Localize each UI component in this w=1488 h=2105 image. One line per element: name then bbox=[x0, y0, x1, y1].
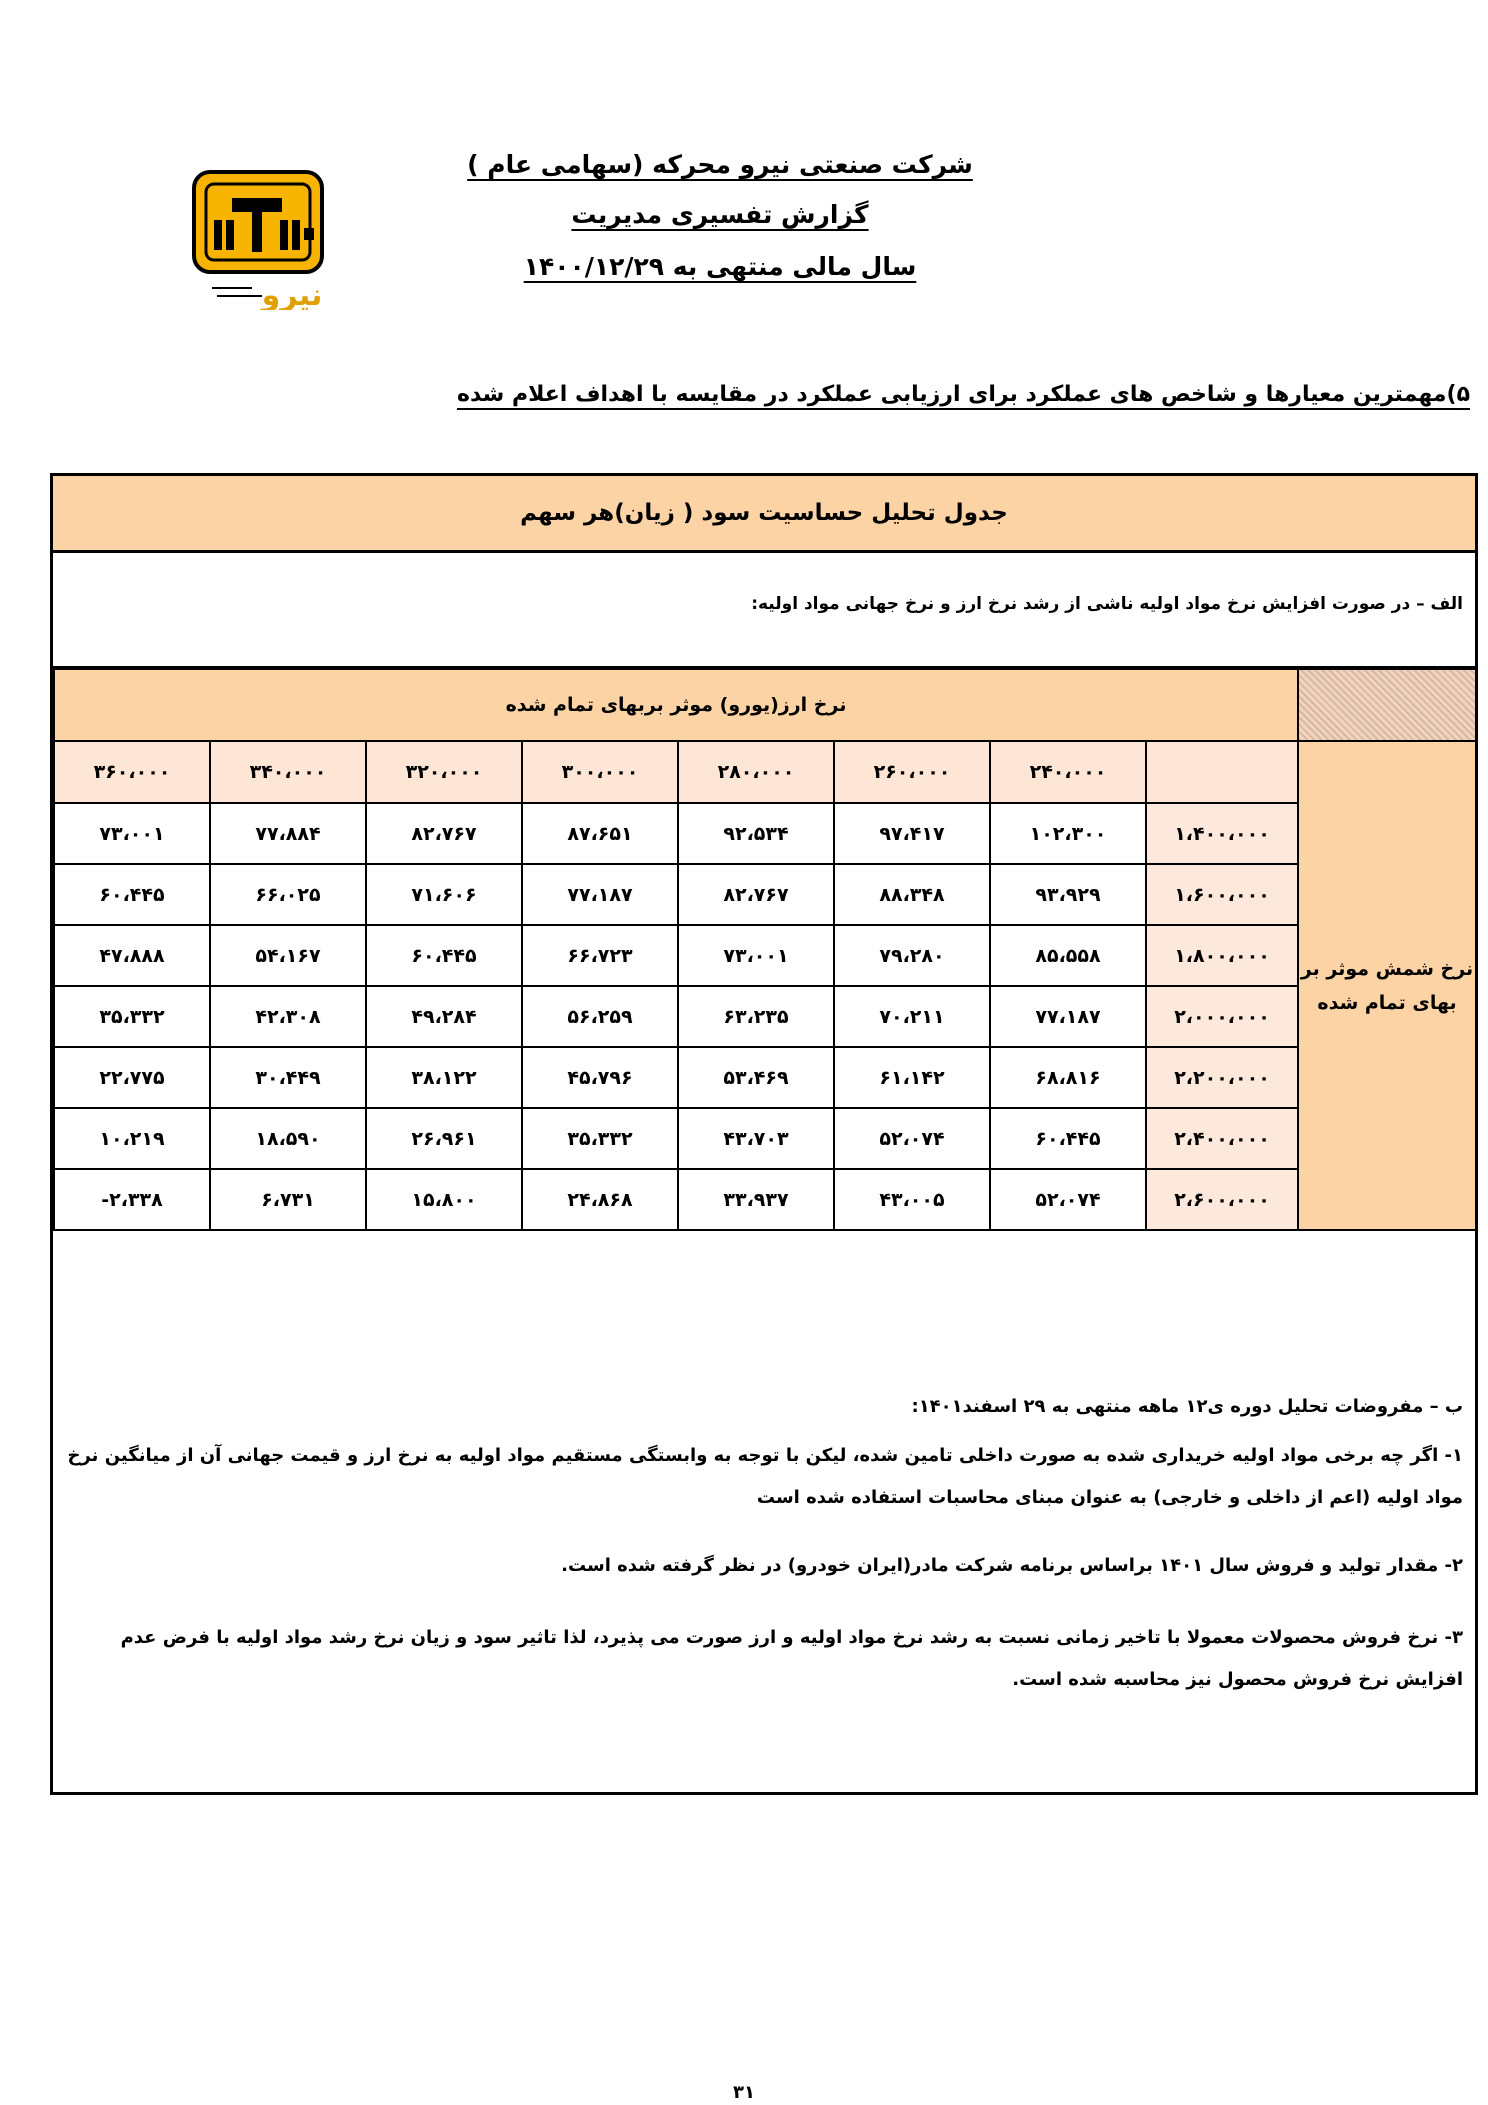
table-row bbox=[54, 1108, 1476, 1169]
table-title: جدول تحلیل حساسیت سود ( زیان)هر سهم bbox=[53, 476, 1475, 553]
corner-cell bbox=[1298, 669, 1476, 741]
table-cell: ۷۰،۲۱۱ bbox=[834, 986, 990, 1047]
table-cell: ۹۷،۴۱۷ bbox=[834, 803, 990, 864]
sensitivity-frame bbox=[50, 473, 1478, 1795]
table-cell: ۴۹،۲۸۴ bbox=[366, 986, 522, 1047]
empty-header-cell bbox=[1146, 741, 1298, 803]
row-group-label: نرخ شمش موثر بر بهای تمام شده bbox=[1298, 741, 1476, 1230]
table-cell: ۷۷،۱۸۷ bbox=[990, 986, 1146, 1047]
table-cell: ۶۰،۴۴۵ bbox=[366, 925, 522, 986]
row-label: ۲،۲۰۰،۰۰۰ bbox=[1146, 1047, 1298, 1108]
table-cell: ۴۷،۸۸۸ bbox=[54, 925, 210, 986]
table-cell: ۵۳،۴۶۹ bbox=[678, 1047, 834, 1108]
col-header: ۲۴۰،۰۰۰ bbox=[990, 741, 1146, 803]
table-cell: ۵۴،۱۶۷ bbox=[210, 925, 366, 986]
table-row bbox=[54, 986, 1476, 1047]
row-label: ۱،۸۰۰،۰۰۰ bbox=[1146, 925, 1298, 986]
table-cell: ۶۳،۲۳۵ bbox=[678, 986, 834, 1047]
table-row bbox=[54, 803, 1476, 864]
col-header: ۲۸۰،۰۰۰ bbox=[678, 741, 834, 803]
row-label: ۲،۶۰۰،۰۰۰ bbox=[1146, 1169, 1298, 1230]
col-header: ۳۰۰،۰۰۰ bbox=[522, 741, 678, 803]
table-cell: ۷۳،۰۰۱ bbox=[54, 803, 210, 864]
notes-heading: ب – مفروضات تحلیل دوره ی۱۲ ماهه منتهی به ۲۹ اسفند۱۴۰۱: bbox=[911, 1396, 1463, 1417]
note-item: ۳- نرخ فروش محصولات معمولا با تاخیر زمانی نسبت به رشد نرخ مواد اولیه و ارز صورت می پذیرد، لذا تاثیر سود و زیان نرخ رشد مواد اولیه با فرض عدم افزایش نرخ فروش محصول نیز محاسبه شده است. bbox=[120, 1627, 1463, 1690]
intro-text: الف – در صورت افزایش نرخ مواد اولیه ناشی از رشد نرخ ارز و نرخ جهانی مواد اولیه: bbox=[751, 594, 1463, 614]
table-cell: ۴۲،۳۰۸ bbox=[210, 986, 366, 1047]
table-cell: ۷۹،۲۸۰ bbox=[834, 925, 990, 986]
table-cell: ۲۴،۸۶۸ bbox=[522, 1169, 678, 1230]
col-header: ۳۶۰،۰۰۰ bbox=[54, 741, 210, 803]
table-cell: ۶،۷۳۱ bbox=[210, 1169, 366, 1230]
table-cell: ۵۶،۲۵۹ bbox=[522, 986, 678, 1047]
table-cell: ۷۷،۸۸۴ bbox=[210, 803, 366, 864]
logo-text: نیرو bbox=[261, 278, 323, 310]
fiscal-period: سال مالی منتهی به ۱۴۰۰/۱۲/۲۹ bbox=[523, 252, 917, 281]
table-cell: ۶۱،۱۴۲ bbox=[834, 1047, 990, 1108]
table-row bbox=[54, 1047, 1476, 1108]
col-header: ۲۶۰،۰۰۰ bbox=[834, 741, 990, 803]
col-header: ۳۲۰،۰۰۰ bbox=[366, 741, 522, 803]
table-cell: ۸۲،۷۶۷ bbox=[366, 803, 522, 864]
table-cell: ۶۰،۴۴۵ bbox=[990, 1108, 1146, 1169]
table-cell: ۶۸،۸۱۶ bbox=[990, 1047, 1146, 1108]
table-cell: ۸۷،۶۵۱ bbox=[522, 803, 678, 864]
table-cell: ۴۳،۷۰۳ bbox=[678, 1108, 834, 1169]
table-cell: ۶۶،۰۲۵ bbox=[210, 864, 366, 925]
col-header: ۳۴۰،۰۰۰ bbox=[210, 741, 366, 803]
sensitivity-table bbox=[53, 668, 1477, 1231]
row-label: ۱،۶۰۰،۰۰۰ bbox=[1146, 864, 1298, 925]
note-item: ۲- مقدار تولید و فروش سال ۱۴۰۱ براساس برنامه شرکت مادر(ایران خودرو) در نظر گرفته شده است. bbox=[561, 1555, 1463, 1576]
table-row bbox=[54, 864, 1476, 925]
table-cell: ۲۲،۷۷۵ bbox=[54, 1047, 210, 1108]
company-logo bbox=[192, 170, 327, 310]
table-cell: ۷۷،۱۸۷ bbox=[522, 864, 678, 925]
table-row bbox=[54, 1169, 1476, 1230]
table-cell: ۶۰،۴۴۵ bbox=[54, 864, 210, 925]
row-label: ۲،۴۰۰،۰۰۰ bbox=[1146, 1108, 1298, 1169]
table-cell: ۵۲،۰۷۴ bbox=[834, 1108, 990, 1169]
table-cell: ۳۵،۳۳۲ bbox=[522, 1108, 678, 1169]
table-cell: -۲،۳۳۸ bbox=[54, 1169, 210, 1230]
col-group-label: نرخ ارز(یورو) موثر بربهای تمام شده bbox=[54, 669, 1298, 741]
table-cell: ۸۸،۳۴۸ bbox=[834, 864, 990, 925]
table-cell: ۱۰۲،۳۰۰ bbox=[990, 803, 1146, 864]
table-cell: ۴۵،۷۹۶ bbox=[522, 1047, 678, 1108]
table-cell: ۲۶،۹۶۱ bbox=[366, 1108, 522, 1169]
table-cell: ۹۳،۹۲۹ bbox=[990, 864, 1146, 925]
note-item: ۱- اگر چه برخی مواد اولیه خریداری شده به صورت داخلی تامین شده، لیکن با توجه به وابستگی مستقیم مواد اولیه به نرخ ارز و قیمت جهانی آن از میانگین نرخ مواد اولیه (اعم از داخلی و خارجی) به عنوان مبنای محاسبات استفاده شده است bbox=[67, 1445, 1463, 1508]
table-cell: ۶۶،۷۲۳ bbox=[522, 925, 678, 986]
section-title: ۵)مهمترین معیارها و شاخص های عملکرد برای ارزیابی عملکرد در مقایسه با اهداف اعلام شده bbox=[456, 382, 1470, 407]
row-label: ۲،۰۰۰،۰۰۰ bbox=[1146, 986, 1298, 1047]
table-cell: ۸۲،۷۶۷ bbox=[678, 864, 834, 925]
table-cell: ۳۸،۱۲۲ bbox=[366, 1047, 522, 1108]
page-number: ۳۱ bbox=[733, 2082, 755, 2103]
table-row bbox=[54, 925, 1476, 986]
report-title: گزارش تفسیری مدیریت bbox=[571, 200, 869, 229]
table-cell: ۱۰،۲۱۹ bbox=[54, 1108, 210, 1169]
company-name: شرکت صنعتی نیرو محرکه (سهامی عام ) bbox=[467, 150, 973, 179]
table-cell: ۸۵،۵۵۸ bbox=[990, 925, 1146, 986]
table-cell: ۵۲،۰۷۴ bbox=[990, 1169, 1146, 1230]
table-cell: ۷۱،۶۰۶ bbox=[366, 864, 522, 925]
table-cell: ۴۳،۰۰۵ bbox=[834, 1169, 990, 1230]
table-cell: ۳۰،۴۴۹ bbox=[210, 1047, 366, 1108]
table-cell: ۷۳،۰۰۱ bbox=[678, 925, 834, 986]
logo-graphic bbox=[192, 170, 327, 310]
table-cell: ۱۸،۵۹۰ bbox=[210, 1108, 366, 1169]
table-cell: ۳۵،۳۳۲ bbox=[54, 986, 210, 1047]
table-cell: ۹۲،۵۳۴ bbox=[678, 803, 834, 864]
assumptions-notes bbox=[67, 1396, 1463, 1701]
table-cell: ۱۵،۸۰۰ bbox=[366, 1169, 522, 1230]
table-cell: ۳۳،۹۳۷ bbox=[678, 1169, 834, 1230]
row-label: ۱،۴۰۰،۰۰۰ bbox=[1146, 803, 1298, 864]
